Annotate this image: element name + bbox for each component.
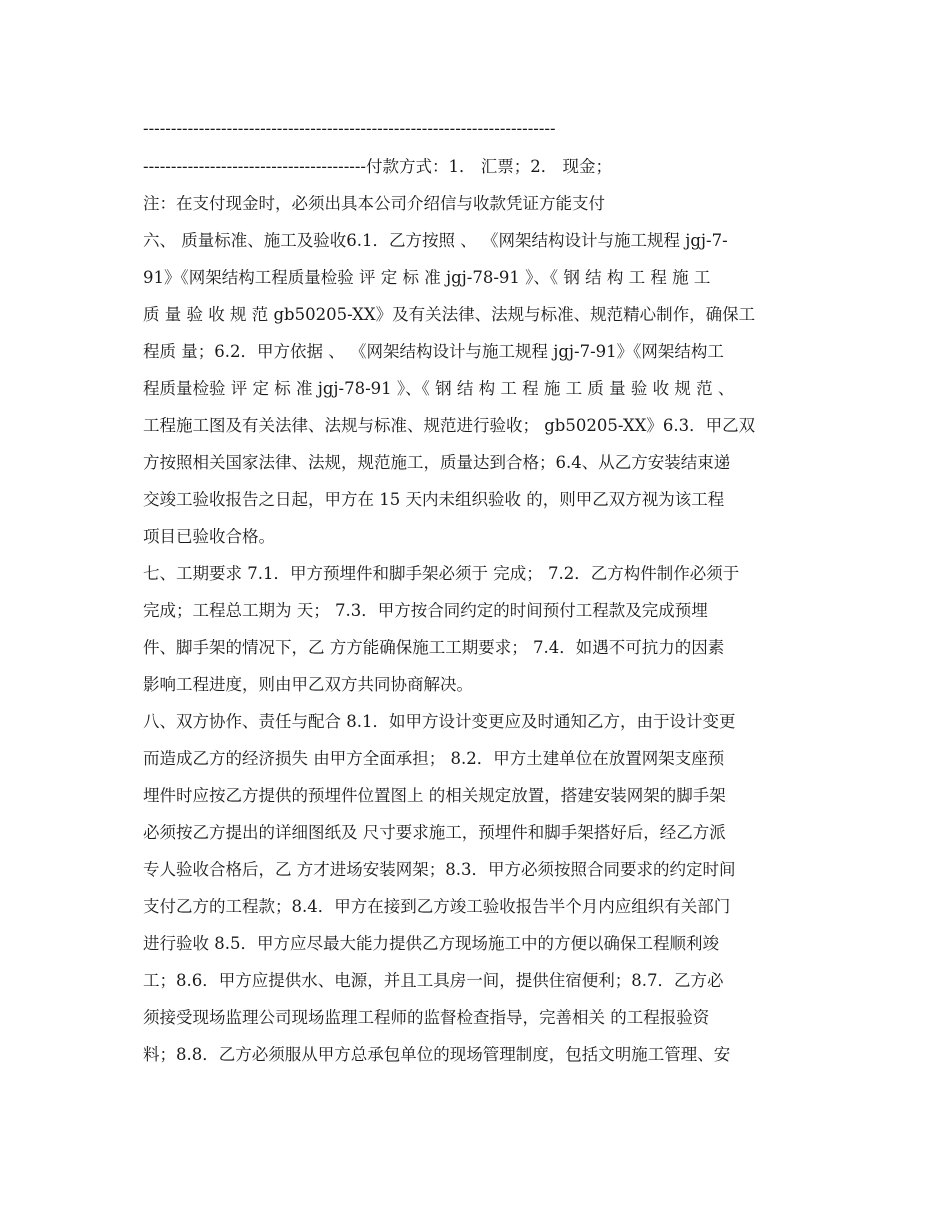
section-6-heading-line: 六、 质量标准、施工及验收6.1．乙方按照 、 《网架结构设计与施工规程 jgj-7- [143, 231, 728, 250]
text-line: 专人验收合格后，乙 方才进场安装网架；8.3．甲方必须按照合同要求的约定时间 [143, 860, 736, 879]
text-line: 必须按乙方提出的详细图纸及 尺寸要求施工，预埋件和脚手架搭好后，经乙方派 [143, 823, 726, 842]
text-line: 工程施工图及有关法律、法规与标准、规范进行验收； gb50205-XX》6.3．甲乙双 [143, 416, 756, 435]
text-line: 工；8.6．甲方应提供水、电源，并且工具房一间，提供住宿便利；8.7．乙方必 [143, 971, 724, 990]
text-line: 项目已验收合格。 [143, 527, 275, 546]
text-line: 91》《网架结构工程质量检验 评 定 标 准 jgj-78-91 》、《 钢 结 构 工 程 施 工 [143, 268, 711, 287]
text-line: 质 量 验 收 规 范 gb50205-XX》及有关法律、法规与标准、规范精心制作，确保工 [143, 305, 756, 324]
text-line: 影响工程进度，则由甲乙双方共同协商解决。 [143, 675, 473, 694]
text-line: 件、脚手架的情况下，乙 方方能确保施工工期要求； 7.4．如遇不可抗力的因素 [143, 638, 725, 657]
text-line: 注：在支付现金时，必须出具本公司介绍信与收款凭证方能支付 [143, 194, 605, 213]
text-line: 埋件时应按乙方提供的预埋件位置图上 的相关规定放置，搭建安装网架的脚手架 [143, 786, 726, 805]
text-line: 料；8.8．乙方必须服从甲方总承包单位的现场管理制度，包括文明施工管理、安 [143, 1045, 731, 1064]
text-line: 程质量检验 评 定 标 准 jgj-78-91 》、《 钢 结 构 工 程 施 工 质 量 验 收 规 范 、 [143, 379, 735, 398]
text-line: 方按照相关国家法律、法规，规范施工，质量达到合格；6.4、从乙方安装结束递 [143, 453, 731, 472]
text-line: 支付乙方的工程款；8.4．甲方在接到乙方竣工验收报告半个月内应组织有关部门 [143, 897, 731, 916]
text-line: 须接受现场监理公司现场监理工程师的监督检查指导，完善相关 的工程报验资 [143, 1008, 710, 1027]
section-8-heading-line: 八、双方协作、责任与配合 8.1．如甲方设计变更应及时通知乙方，由于设计变更 [143, 712, 736, 731]
section-7-heading-line: 七、工期要求 7.1．甲方预埋件和脚手架必须于 完成； 7.2．乙方构件制作必须于 [143, 564, 740, 583]
text-line: 程质 量；6.2．甲方依据 、 《网架结构设计与施工规程 jgj-7-91》《网架结构工 [143, 342, 724, 361]
separator-line: -------------------------------------------------------------------------- [143, 119, 556, 138]
text-line: 完成；工程总工期为 天； 7.3．甲方按合同约定的时间预付工程款及完成预埋 [143, 601, 708, 620]
text-line: 而造成乙方的经济损失 由甲方全面承担； 8.2．甲方土建单位在放置网架支座预 [143, 749, 725, 768]
text-line: 交竣工验收报告之日起，甲方在 15 天内未组织验收 的，则甲乙双方视为该工程 [143, 490, 725, 509]
text-line: 进行验收 8.5．甲方应尽最大能力提供乙方现场施工中的方便以确保工程顺利竣 [143, 934, 719, 953]
payment-method-line: ----------------------------------------付款方式：1． 汇票；2． 现金； [143, 157, 612, 176]
